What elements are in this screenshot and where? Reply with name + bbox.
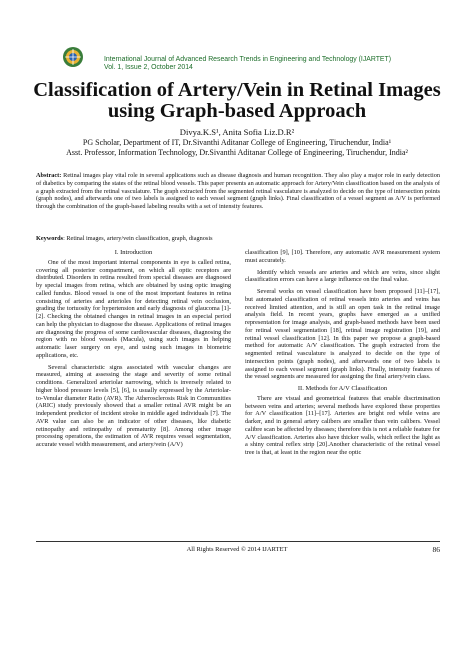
affiliation-2: Asst. Professor, Information Technology, Dr.Sivanthi Aditanar College of Engineering, Tiruchendur, India² xyxy=(66,148,408,157)
journal-name: International Journal of Advanced Research Trends in Engineering and Technology (IJARTET) xyxy=(104,56,392,63)
left-column xyxy=(36,249,231,453)
abstract-text: Retinal images play vital role in several applications such as disease diagnosis and human recognition. They also play a major role in early detection of diabetics by comparing the states of the retinal blood vessels. This paper presents an automatic approach for Artery/Vein classification based on the analysis of a graph extracted from the retinal vasculature. The graph extracted from the segmented retinal vasculature is analyzed to decide on the type of intersection points (graph nodes), and afterwards one of two labels is assigned to each vessel segment (graph links). Final classification of a vessel segment as A/V is performed through the combination of the graph-based labeling results with a set of intensity features. xyxy=(36,172,440,211)
keywords-text: : Retinal images, artery/vein classification, graph, diagnosis xyxy=(63,235,213,242)
paragraph: One of the most important internal components in eye is called retina, covering all posterior compartment, on which all optic receptors are distributed. Disorders in retina resulted from special diseases are diagnosed by special images from retina, which are obtained by using optic imaging called fundus. Blood vessel is one of the most important features in retina consisting of arteries and arterioles for detecting retinal vein occlusion, grading the tortuosity for hypertension and early diagnosis of glaucoma [1]-[2]. Checking the obtained changes in retinal images in an especial period can help the physician to diagnose the disease. Applications of retinal images are diagnosing the progress of some cardiovascular diseases, diagnosing the region with no blood vessels (Macula), using such images in helping automatic laser surgery on eye, and using such images in biometric applications, etc. xyxy=(36,258,231,359)
author-list: Divya.K.S¹, Anita Sofia Liz.D.R² xyxy=(179,127,295,137)
paper-title: Classification of Artery/Vein in Retinal Images using Graph-based Approach xyxy=(33,79,441,122)
paragraph: Several works on vessel classification have been proposed [11]–[17], but automated classification of retinal vessels into arteries and veins has received limited attention, and is still an open task in the retinal image analysis field. In recent years, graphs have emerged as a unified representation for image analysis, and graph-based methods have been used for retinal vessel segmentation [18], retinal image registration [19], and retinal vessel classification [12]. In this paper we propose a graph-based method for automatic A/V classification. The graph extracted from the segmented retinal vasculature is analyzed to decide on the type of intersection points (graph nodes), and afterwards one of two labels is assigned to each vessel segment (graph links). Finally, intensity features of the vessel segments are measured for assigning the final artery/vein class. xyxy=(245,288,440,381)
paragraph: Identify which vessels are arteries and which are veins, since slight classification errors can have a large influence on the final value. xyxy=(245,268,440,284)
abstract-label: Abstract: xyxy=(36,172,62,179)
section-heading-methods: II. Methods for A/V Classification xyxy=(297,385,388,392)
affiliation-1: PG Scholar, Department of IT, Dr.Sivanthi Aditanar College of Engineering, Tiruchendur, India¹ xyxy=(82,138,392,147)
right-column xyxy=(245,249,440,461)
paragraph: classification [9], [10]. Therefore, any automatic AVR measurement system must accurately. xyxy=(245,249,440,264)
section-heading-introduction: I. Introduction xyxy=(114,249,153,256)
page-number: 86 xyxy=(432,545,440,554)
keywords-label: Keywords xyxy=(36,235,64,242)
journal-issue: Vol. 1, Issue 2, October 2014 xyxy=(104,64,193,71)
footer-copyright: All Rights Reserved © 2014 IJARTET xyxy=(186,546,288,553)
keywords xyxy=(36,235,440,243)
footer-divider xyxy=(36,541,440,542)
paragraph: There are visual and geometrical features that enable discrimination between veins and arteries; several methods have explored these properties for A/V classification [11]–[17]. Arteries are bright red while veins are darker, and in general artery calibers are smaller than vein calibers. Vessel calibre scan be affected by diseases; therefore this is not a reliable feature for A/V classification. Arteries also have thicker walls, which reflect the light as a shiny central reflex strip [20].Another characteristic of the retinal vessel tree is that, at least in the region near the optic xyxy=(245,394,440,456)
journal-logo-icon xyxy=(62,46,84,68)
abstract xyxy=(36,172,440,211)
paragraph: Several characteristic signs associated with vascular changes are measured, aiming at assessing the stage and severity of some retinal conditions. Generalized arteriolar narrowing, which is inversely related to higher blood pressure levels [5], [6], is usually expressed by the Arteriolar-to-Venular diameter Ratio (AVR). The Atherosclerosis Risk in Communities (ARIC) study previously showed that a smaller retinal AVR might be an independent predictor of incident stroke in middle aged individuals [7]. The AVR value can also be an indicator of other diseases, like diabetic retinopathy and retinopathy of prematurity [8]. Among other image processing operations, the estimation of AVR requires vessel segmentation, accurate vessel width measurement, and artery/vein (A/V) xyxy=(36,363,231,448)
